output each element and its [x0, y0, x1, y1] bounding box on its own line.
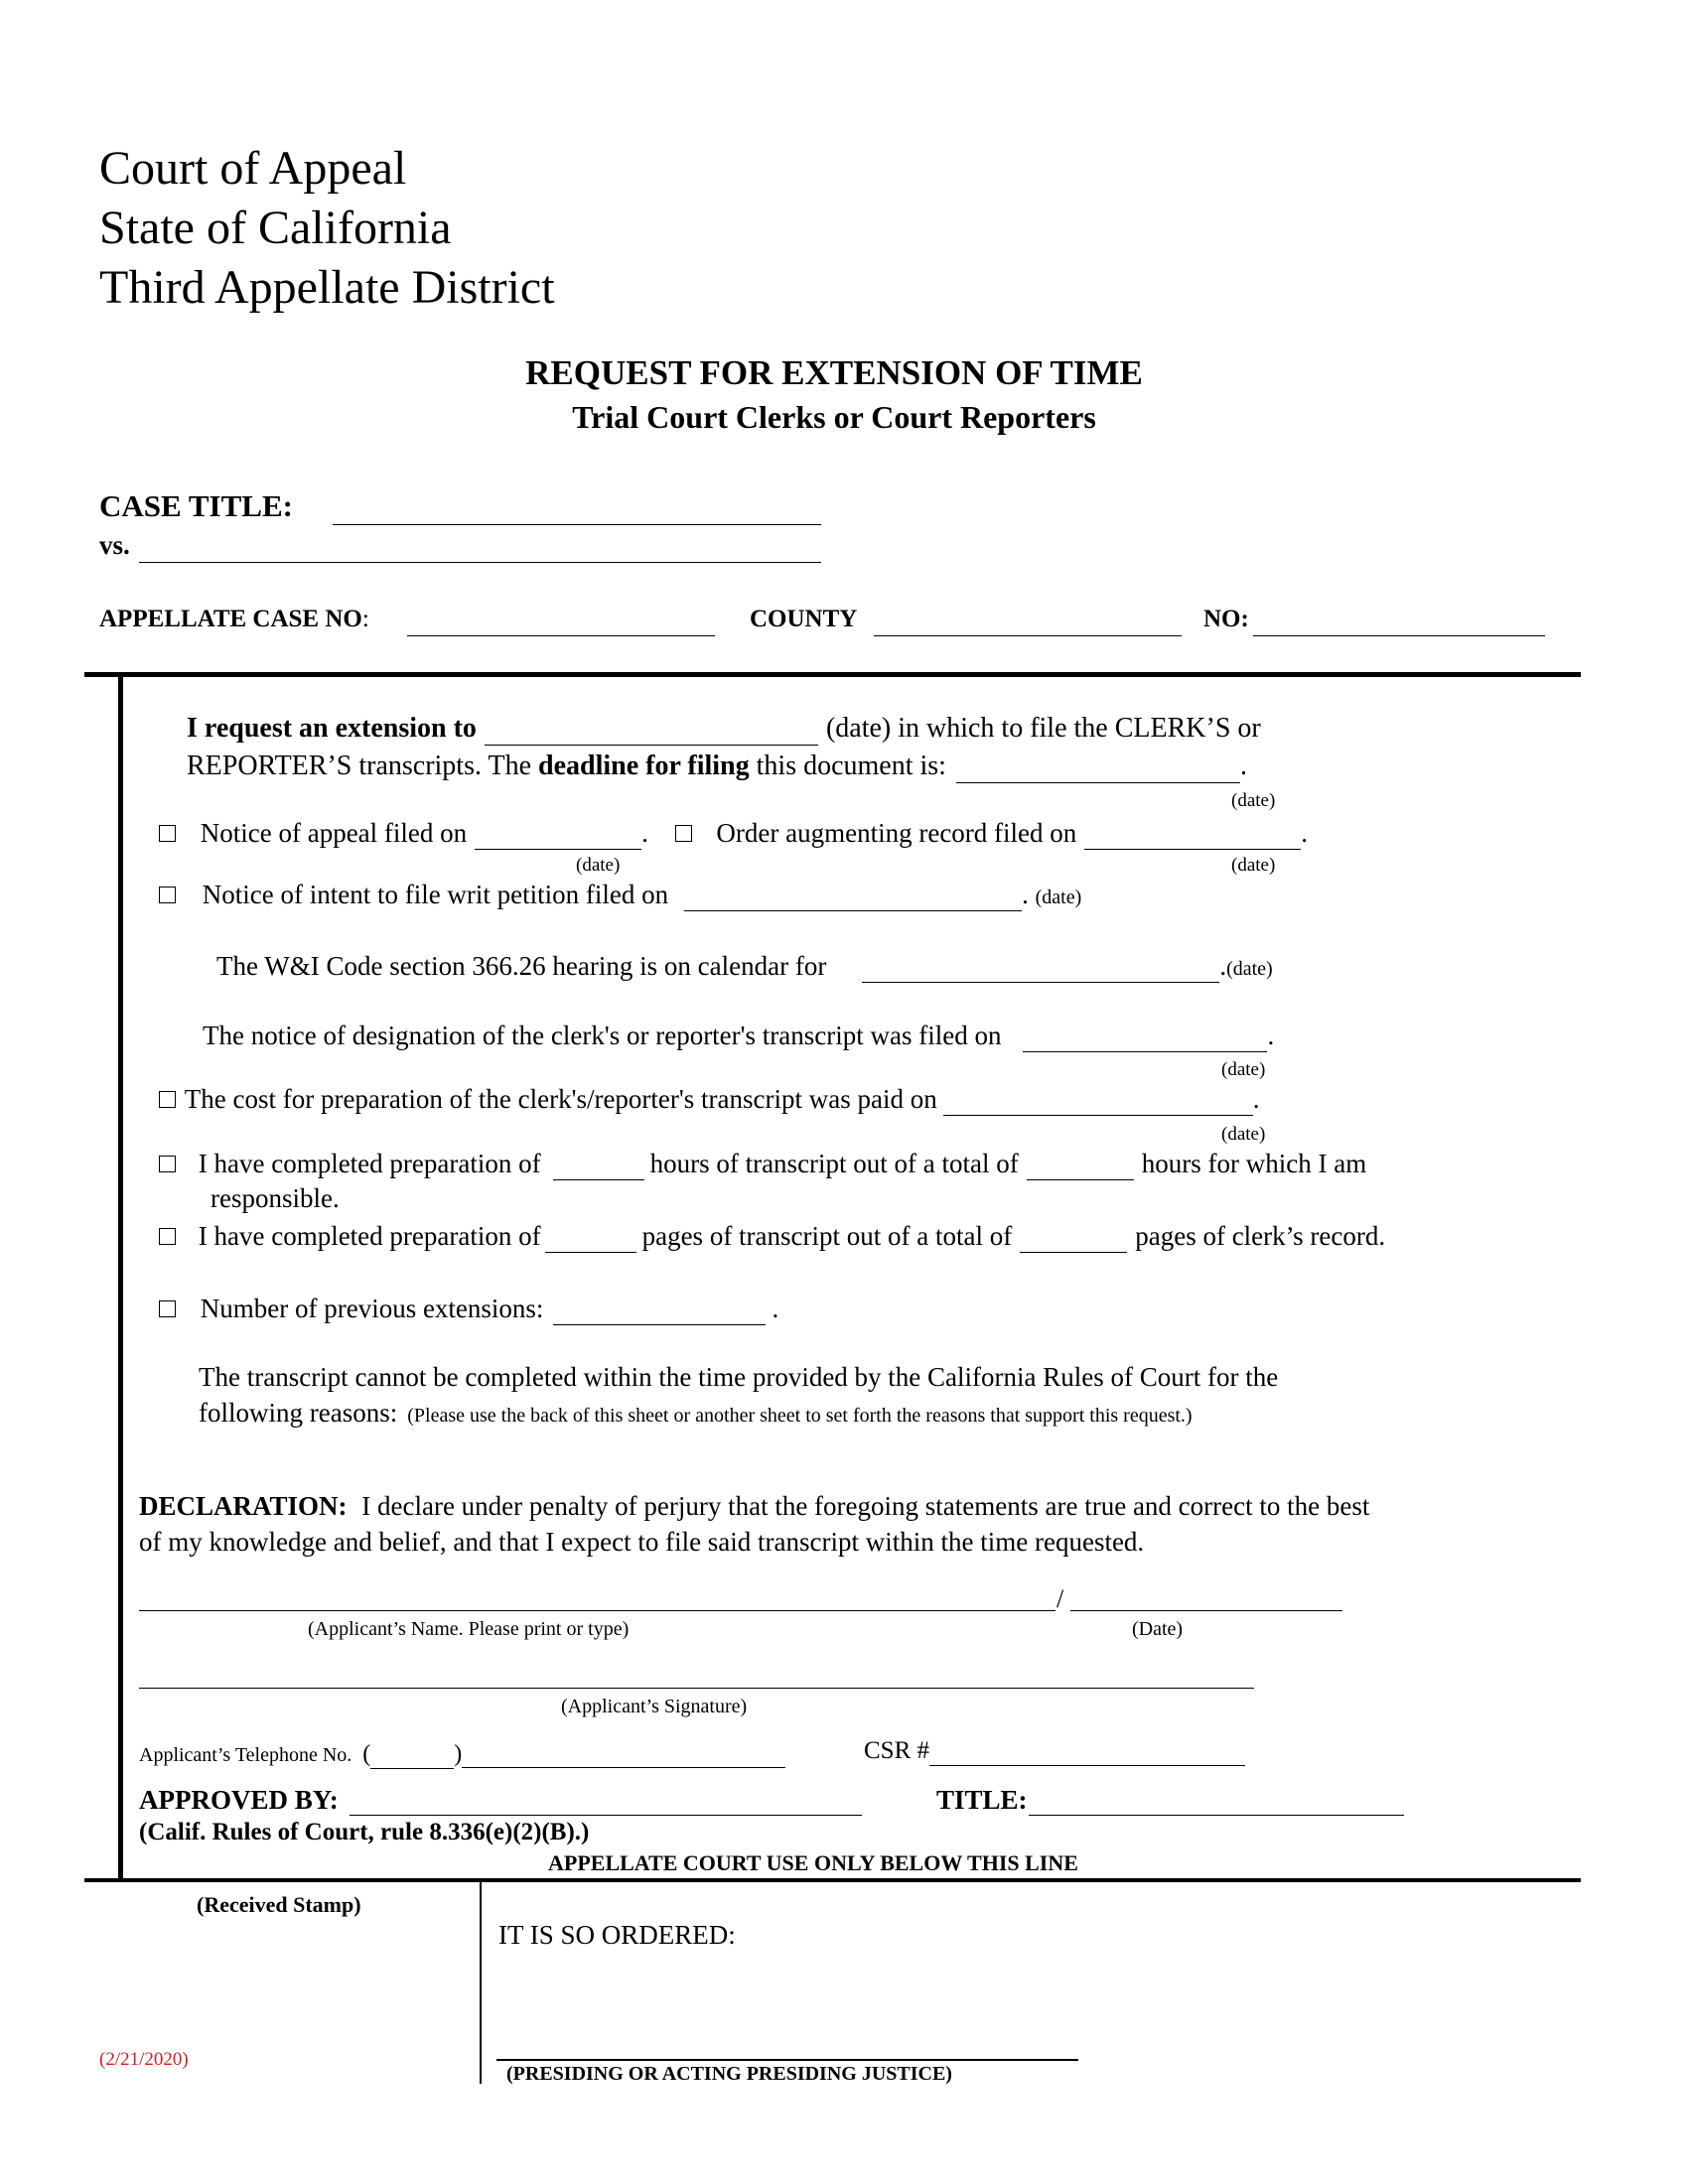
ordered-label: IT IS SO ORDERED: — [498, 1920, 736, 1950]
hours-checkbox[interactable] — [159, 1156, 176, 1172]
district-name: Third Appellate District — [99, 261, 555, 314]
hours-row: I have completed preparation of hours of transcript out of a total of hours for which I am — [159, 1149, 1366, 1180]
applicant-signature-caption: (Applicant’s Signature) — [561, 1696, 748, 1717]
reasons-line-2: following reasons: (Please use the back of this sheet or another sheet to set forth the reasons that support this request.) — [199, 1398, 1193, 1428]
title-field[interactable] — [1029, 1815, 1404, 1816]
csr-row: CSR # — [864, 1737, 1245, 1766]
applicant-name-caption: (Applicant’s Name. Please print or type) — [308, 1618, 630, 1640]
approved-by-label: APPROVED BY: — [139, 1785, 339, 1815]
notice-appeal-row: Notice of appeal filed on . Order augmenting record filed on . — [159, 818, 1308, 850]
no-field[interactable] — [1253, 635, 1545, 636]
reasons-note: (Please use the back of this sheet or another sheet to set forth the reasons that support this request.) — [407, 1405, 1193, 1427]
revision-date: (2/21/2020) — [99, 2049, 189, 2070]
hours-total-field[interactable] — [1027, 1149, 1134, 1180]
declaration-line-1: DECLARATION: I declare under penalty of perjury that the foregoing statements are true and correct to the best — [139, 1491, 1370, 1521]
prev-ext-row: Number of previous extensions: . — [159, 1294, 778, 1325]
form-subtitle: Trial Court Clerks or Court Reporters — [572, 399, 1096, 435]
rule-reference: (Calif. Rules of Court, rule 8.336(e)(2)(B).) — [139, 1819, 590, 1845]
county-label: COUNTY — [750, 606, 858, 632]
pages-checkbox[interactable] — [159, 1228, 176, 1245]
order-augment-date-field[interactable] — [1084, 818, 1301, 850]
justice-signature-field[interactable] — [496, 2059, 1078, 2061]
appellate-case-no-label: APPELLATE CASE NO: — [99, 606, 369, 632]
csr-field[interactable] — [929, 1737, 1245, 1766]
top-rule — [84, 672, 1581, 677]
pages-total-field[interactable] — [1020, 1221, 1127, 1253]
court-name: Court of Appeal — [99, 142, 407, 195]
applicant-name-field[interactable] — [139, 1610, 1055, 1611]
case-title-field[interactable] — [333, 524, 821, 525]
deadline-line: REPORTER’S transcripts. The deadline for filing this document is: . — [187, 751, 1247, 781]
case-title-label: CASE TITLE: — [99, 488, 293, 523]
notice-writ-date-field[interactable] — [684, 880, 1022, 911]
applicant-date-caption: (Date) — [1132, 1618, 1184, 1640]
order-augment-date-caption: (date) — [1231, 855, 1276, 876]
notice-appeal-checkbox[interactable] — [159, 825, 176, 842]
deadline-date-caption: (date) — [1231, 790, 1276, 811]
justice-caption: (PRESIDING OR ACTING PRESIDING JUSTICE) — [506, 2063, 952, 2085]
vs-field[interactable] — [139, 562, 821, 563]
court-use-only: APPELLATE COURT USE ONLY BELOW THIS LINE — [548, 1850, 1078, 1875]
cost-prep-row: The cost for preparation of the clerk's/reporter's transcript was paid on . — [159, 1084, 1259, 1116]
notice-writ-row: Notice of intent to file writ petition filed on . (date) — [159, 880, 1081, 911]
responsible-text: responsible. — [211, 1183, 340, 1213]
designation-row: The notice of designation of the clerk's or reporter's transcript was filed on . — [203, 1021, 1275, 1050]
designation-date-field[interactable] — [1023, 1021, 1267, 1052]
applicant-date-field[interactable] — [1070, 1610, 1342, 1611]
notice-appeal-date-caption: (date) — [576, 855, 621, 876]
designation-date-caption: (date) — [1221, 1059, 1266, 1080]
county-field[interactable] — [874, 635, 1182, 636]
state-name: State of California — [99, 202, 452, 254]
received-stamp-label: (Received Stamp) — [197, 1892, 361, 1917]
pages-row: I have completed preparation of pages of transcript out of a total of pages of clerk’s record. — [159, 1221, 1385, 1253]
deadline-date-field[interactable] — [956, 751, 1240, 783]
telephone-number-field[interactable] — [462, 1744, 785, 1768]
hours-completed-field[interactable] — [553, 1149, 644, 1180]
no-label: NO: — [1203, 606, 1249, 632]
order-divider — [480, 1880, 482, 2084]
appellate-case-no-field[interactable] — [407, 635, 715, 636]
reasons-line-1: The transcript cannot be completed within the time provided by the California Rules of Court for the — [199, 1362, 1279, 1392]
applicant-signature-field[interactable] — [139, 1688, 1254, 1689]
wi-code-row: The W&I Code section 366.26 hearing is on calendar for .(date) — [216, 951, 1273, 981]
cost-prep-date-field[interactable] — [943, 1084, 1253, 1116]
prev-ext-checkbox[interactable] — [159, 1300, 176, 1317]
prev-ext-field[interactable] — [553, 1294, 766, 1325]
telephone-area-field[interactable] — [370, 1741, 454, 1769]
notice-appeal-date-field[interactable] — [475, 818, 641, 850]
wi-code-date-field[interactable] — [862, 951, 1219, 983]
request-line: I request an extension to (date) in which to file the CLERK’S or — [187, 713, 1261, 744]
order-augment-checkbox[interactable] — [675, 825, 692, 842]
declaration-line-2: of my knowledge and belief, and that I expect to file said transcript within the time requested. — [139, 1527, 1145, 1557]
form-title: REQUEST FOR EXTENSION OF TIME — [525, 353, 1143, 392]
pages-completed-field[interactable] — [545, 1221, 636, 1253]
extension-date-field[interactable] — [485, 713, 818, 746]
title-label: TITLE: — [936, 1785, 1028, 1815]
notice-writ-checkbox[interactable] — [159, 887, 176, 903]
divider-rule — [84, 1878, 1581, 1882]
vs-label: vs. — [99, 530, 130, 560]
approved-by-field[interactable] — [350, 1815, 862, 1816]
telephone-row: Applicant’s Telephone No. ( ) — [139, 1741, 785, 1769]
left-rule — [118, 674, 123, 1880]
name-date-slash: / — [1056, 1584, 1064, 1613]
cost-prep-checkbox[interactable] — [159, 1091, 176, 1108]
cost-prep-date-caption: (date) — [1221, 1124, 1266, 1145]
